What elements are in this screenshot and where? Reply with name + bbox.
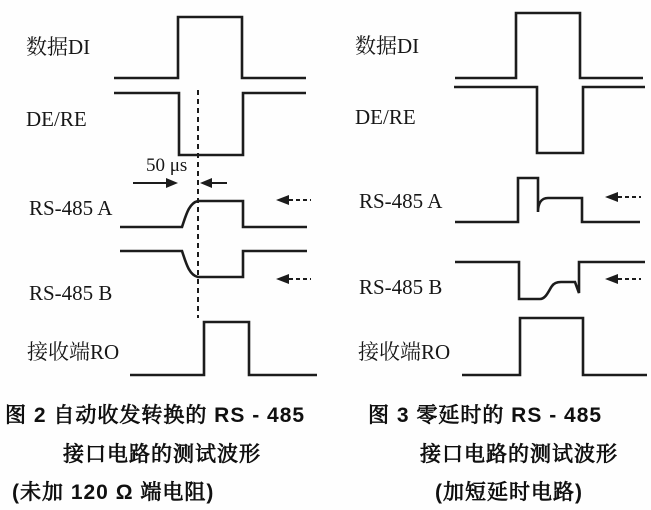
right-label-di: 数据DI: [355, 34, 420, 58]
left-caption-note: (未加 120 Ω 端电阻): [12, 481, 215, 504]
right-label-dere: DE/RE: [355, 105, 416, 129]
right-caption-title: 图 3 零延时的 RS - 485: [368, 404, 603, 427]
right-label-rs485b: RS-485 B: [359, 275, 443, 299]
right-label-ro: 接收端RO: [358, 340, 451, 364]
left-figure-waveforms: [114, 17, 317, 375]
right-rs485a-dashed-arrow-icon: [605, 192, 641, 202]
left-label-di: 数据DI: [26, 35, 91, 59]
left-rs485b-dashed-arrow-icon: [276, 274, 311, 284]
right-caption-note: (加短延时电路): [435, 481, 583, 504]
left-label-rs485a: RS-485 A: [29, 196, 113, 220]
right-caption-subtitle: 接口电路的测试波形: [420, 443, 618, 466]
left-label-dere: DE/RE: [26, 107, 87, 131]
right-di-waveform: [455, 13, 643, 78]
left-rs485b-waveform: [120, 251, 307, 277]
right-dere-waveform: [454, 87, 645, 153]
left-dere-waveform: [114, 93, 306, 155]
left-caption-subtitle: 接口电路的测试波形: [63, 443, 261, 466]
right-rs485b-dashed-arrow-icon: [605, 274, 641, 284]
right-rs485a-waveform: [455, 178, 640, 222]
right-label-rs485a: RS-485 A: [359, 189, 443, 213]
delay-measure-right-arrow-icon: [133, 178, 178, 188]
delay-measure-left-arrow-icon: [200, 178, 227, 188]
left-rs485a-waveform: [120, 201, 307, 227]
right-figure-waveforms: [454, 13, 647, 375]
left-label-ro: 接收端RO: [27, 340, 120, 364]
left-ro-waveform: [130, 322, 317, 375]
right-ro-waveform: [462, 318, 647, 375]
left-rs485a-dashed-arrow-icon: [276, 195, 311, 205]
left-label-rs485b: RS-485 B: [29, 281, 113, 305]
left-caption-title: 图 2 自动收发转换的 RS - 485: [5, 404, 306, 427]
delay-annotation: 50 μs: [146, 155, 188, 176]
left-di-waveform: [114, 17, 306, 78]
